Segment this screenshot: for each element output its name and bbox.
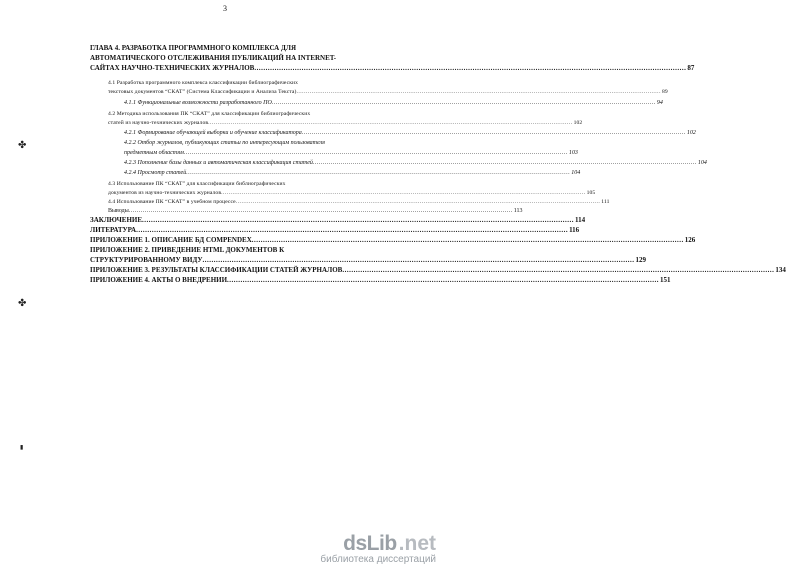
toc-chapter-4-entry: САЙТАХ НАУЧНО-ТЕХНИЧЕСКИХ ЖУРНАЛОВ ..... 87 [90,64,410,73]
toc-4-2-3-entry: 4.2.3 Пополнение базы данных и автоматическая классификация статей ..... 104 [124,159,410,167]
toc-chapter-4-line-2: АВТОМАТИЧЕСКОГО ОТСЛЕЖИВАНИЯ ПУБЛИКАЦИЙ НА INTERNET- [90,54,337,62]
toc-literatura-entry: ЛИТЕРАТУРА ..... 116 [90,226,410,235]
scan-mark-middle: ✤ [18,298,27,309]
toc-4-4-entry: 4.4 Использование ПК “СКАТ” в учебном процессе ..... 111 [108,198,410,206]
toc-appendix-4-entry: ПРИЛОЖЕНИЕ 4. АКТЫ О ВНЕДРЕНИИ ..... 151 [90,276,410,285]
toc-appendix-2-line-1: ПРИЛОЖЕНИЕ 2. ПРИВЕДЕНИЕ HTML ДОКУМЕНТОВ К [90,246,285,254]
toc-4-2-1-entry: 4.2.1 Формирование обучающей выборки и обучение классификатора ..... 102 [124,129,410,137]
toc-4-1-entry: текстовых документов “СКАТ” (Система Классификации и Анализа Текста) ..... 89 [108,88,410,96]
dslib-logo-text: dsLib [343,532,397,555]
toc-zaklyuchenie-entry: ЗАКЛЮЧЕНИЕ ..... 114 [90,216,410,225]
toc-conclusions-entry: Выводы ..... 113 [108,207,410,215]
page-number: 3 [223,4,227,13]
toc-4-2-4-entry: 4.2.4 Просмотр статей ..... 104 [124,169,410,177]
toc-4-2-2-entry: предметным областям ..... 103 [124,149,410,157]
toc-4-1-1-entry: 4.1.1 Функциональные возможности разработанного ПО ..... 94 [124,99,410,107]
toc-appendix-3-entry: ПРИЛОЖЕНИЕ 3. РЕЗУЛЬТАТЫ КЛАССИФИКАЦИИ СТАТЕЙ ЖУРНАЛОВ ..... 134 [90,266,410,275]
dslib-subtitle: библиотека диссертаций [320,554,436,565]
toc-4-3-line-1: 4.3 Использование ПК “СКАТ” для классификации библиографических [108,181,286,187]
toc-chapter-4-line-1: ГЛАВА 4. РАЗРАБОТКА ПРОГРАММНОГО КОМПЛЕКСА ДЛЯ [90,44,297,52]
scan-mark-bottom: ▮ [20,445,24,451]
toc-appendix-1-entry: ПРИЛОЖЕНИЕ 1. ОПИСАНИЕ БД COMPENDEX ..... 126 [90,236,410,245]
toc-4-3-entry: документов из научно-технических журналов ..... 105 [108,189,410,197]
toc-4-2-line-1: 4.2 Методика использования ПК “СКАТ” для классификации библиографических [108,111,311,117]
scan-mark-top: ✤ [18,140,27,151]
dslib-logo-domain: .net [398,532,436,555]
toc-appendix-2-entry: СТРУКТУРИРОВАННОМУ ВИДУ ..... 129 [90,256,410,265]
dslib-watermark [306,532,436,565]
toc-4-2-entry: статей из научно-технических журналов ..... 102 [108,119,410,127]
toc-4-2-2-line-1: 4.2.2 Отбор журналов, публикующих статьи по интересующим пользователя [124,140,325,146]
toc-4-1-line-1: 4.1 Разработка программного комплекса классификации библиографических [108,80,299,86]
